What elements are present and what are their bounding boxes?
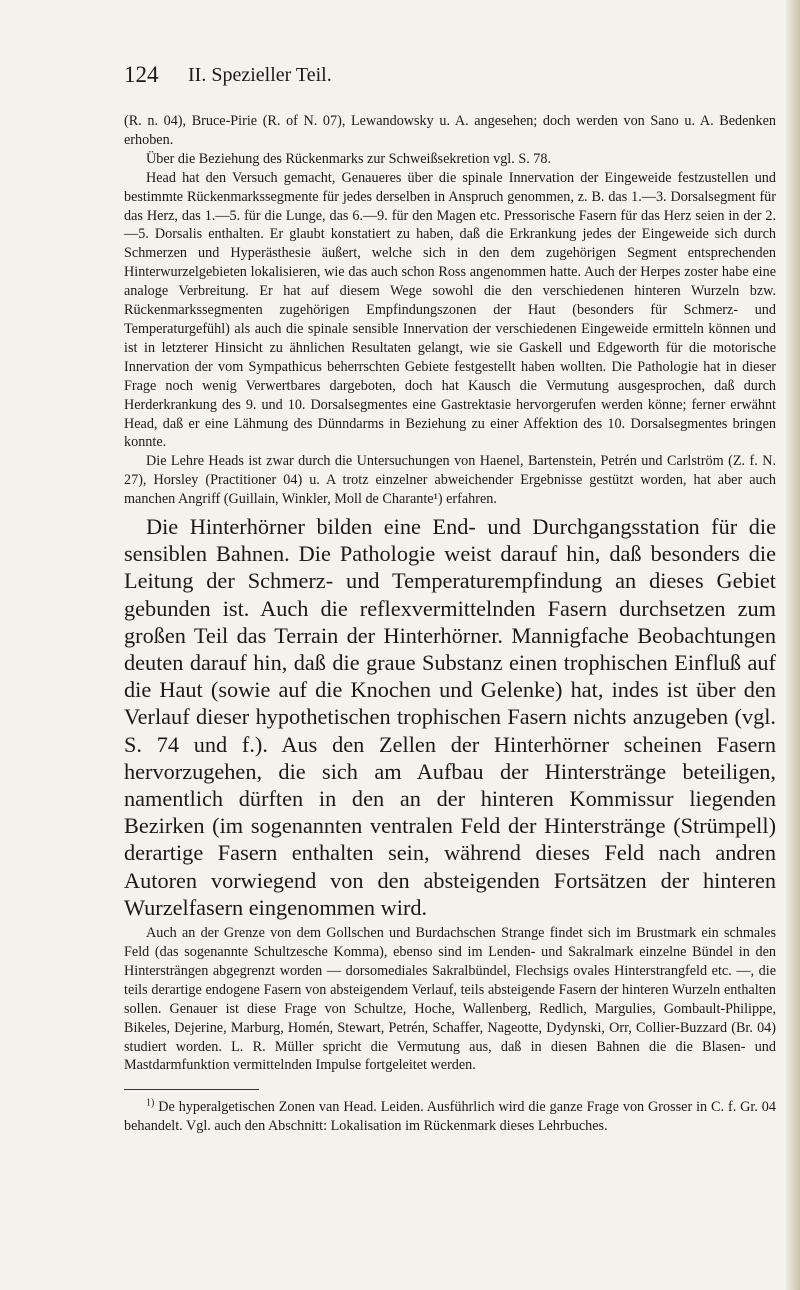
paragraph-head-doctrine: Die Lehre Heads ist zwar durch die Untersuchungen von Haenel, Bartenstein, Petrén und Carlström (Z. f. N. 27), Horsley (Practitioner 04) u. A trotz einzelner abweichender Ergebnisse gestützt worden, hat aber auch manchen Angriff (Guillain, Winkler, Moll de Charante¹) erfahren. xyxy=(124,453,776,508)
paragraph-sweat-reference: Über die Beziehung des Rückenmarks zur Schweißsekretion vgl. S. 78. xyxy=(146,150,552,167)
footnote-rule xyxy=(124,1089,259,1090)
page-header xyxy=(124,62,774,90)
running-head: II. Spezieller Teil. xyxy=(188,64,332,86)
page-number: 124 xyxy=(124,62,159,87)
paragraph-goll-burdach: Auch an der Grenze von dem Gollschen und Burdachschen Strange findet sich im Brustmark ein schmales Feld (das sogenannte Schultzesche Komma), ebenso sind im Lenden- und Sakralmark einzelne Bündel in den Hintersträngen abgegrenzt worden — dorsomediales Sakralbündel, Flechsigs ovales Hinterstrangfeld etc. —, die teils derartige endogene Fasern von absteigendem Verlauf, teils absteigende Fasern der hinteren Wurzeln enthalten sollen. Genauer ist diese Frage von Schultze, Hoche, Wallenberg, Redlich, Margulies, Gombault-Philippe, Bikeles, Dejerine, Marburg, Homén, Stewart, Petrén, Schaffer, Nageotte, Dydynski, Orr, Collier-Buzzard (Br. 04) studiert worden. L. R. Müller spricht die Vermutung aus, daß in diesen Bahnen die die Blasen- und Mastdarmfunktion vermittelnden Impulse fortgeleitet werden. xyxy=(124,925,776,1074)
footnote-text: De hyperalgetischen Zonen van Head. Leiden. Ausführlich wird die ganze Frage von Grosser in C. f. Gr. 04 behandelt. Vgl. auch den Abschnitt: Lokalisation im Rückenmark dieses Lehrbuches. xyxy=(124,1099,776,1135)
footnote-marker: 1) xyxy=(146,1097,155,1109)
page-body xyxy=(124,112,776,1136)
paragraph-continuation: (R. n. 04), Bruce-Pirie (R. of N. 07), Lewandowsky u. A. angesehen; doch werden von Sano u. A. Bedenken erhoben. xyxy=(124,113,776,148)
page-edge-shadow xyxy=(786,0,800,1290)
footnote xyxy=(124,1098,776,1136)
paragraph-hinterhoerner: Die Hinterhörner bilden eine End- und Durchgangsstation für die sensiblen Bahnen. Die Pathologie weist darauf hin, daß besonders die Leitung der Schmerz- und Temperaturempfindung an dieses Gebiet gebunden ist. Auch die reflexvermittelnden Fasern durchsetzen zum großen Teil das Terrain der Hinterhörner. Mannigfache Beobachtungen deuten darauf hin, daß die graue Substanz einen trophischen Einfluß auf die Haut (sowie auf die Knochen und Gelenke) hat, indes ist über den Verlauf dieser hypothetischen trophischen Fasern nichts anzugeben (vgl. S. 74 und f.). Aus den Zellen der Hinterhörner scheinen Fasern hervorzugehen, die sich am Aufbau der Hinterstränge beteiligen, namentlich dürften in den an der hinteren Kommissur liegenden Bezirken (im sogenannten ventralen Feld der Hinterstränge (Strümpell) derartige Fasern enthalten sein, während dieses Feld nach andren Autoren vorwiegend von den absteigenden Fortsätzen der hinteren Wurzelfasern eingenommen wird. xyxy=(124,514,776,920)
paragraph-head-theory: Head hat den Versuch gemacht, Genaueres über die spinale Innervation der Eingeweide festzustellen und bestimmte Rückenmarkssegmente für jedes derselben in Anspruch genommen, z. B. das 1.—3. Dorsalsegment für das Herz, das 1.—5. für die Lunge, das 6.—9. für den Magen etc. Pressorische Fasern für das Herz seien in der 2.—5. Dorsalis enthalten. Er glaubt konstatiert zu haben, daß die Erkrankung jedes der Eingeweide sich durch Schmerzen und Hyperästhesie äußert, welche sich in den dem zugehörigen Segment entsprechenden Hinterwurzelgebieten lokalisieren, wie das auch schon Ross angenommen hatte. Auch der Herpes zoster habe eine analoge Verbreitung. Er hat auf diesem Wege sowohl die den verschiedenen hinteren Wurzeln bzw. Rückenmarkssegmenten zugehörigen Empfindungszonen der Haut (besonders für Schmerz- und Temperaturgefühl) als auch die spinale sensible Innervation der verschiedenen Eingeweide ermitteln können und ist in letzterer Hinsicht zu ähnlichen Resultaten gelangt, wie sie Gaskell und Edgeworth für die motorische Innervation der vom Sympathicus beherrschten Gebiete festgestellt haben wollten. Die Pathologie hat in dieser Frage noch wenig Verwertbares dargeboten, doch hat Kausch die Vermutung ausgesprochen, daß durch Herderkrankung des 9. und 10. Dorsalsegmentes eine Gastrektasie hervorgerufen werden könne; ferner erwähnt Head, daß er eine Lähmung des Dünndarms in Beziehung zu einer Affektion des 10. Dorsalsegmentes bringen konnte. xyxy=(124,169,776,451)
